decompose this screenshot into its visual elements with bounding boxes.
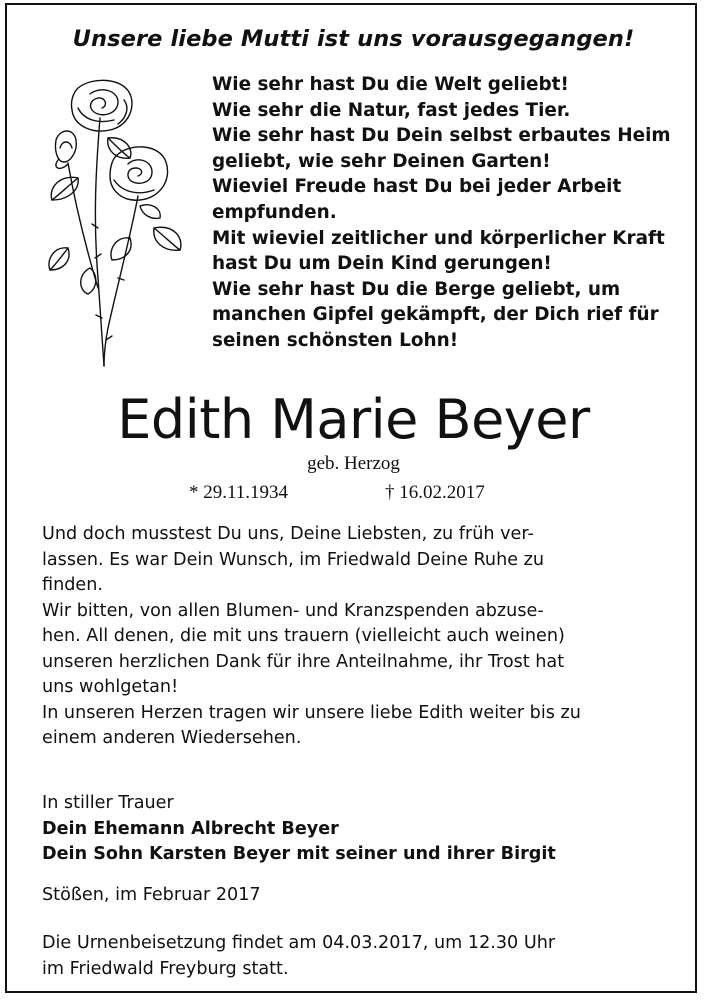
poem-line: Wie sehr hast Du die Welt geliebt! bbox=[212, 74, 569, 95]
burial-line: Die Urnenbeisetzung findet am 04.03.2017, um 12.30 Uhr bbox=[42, 933, 556, 953]
text-line: einem anderen Wiedersehen. bbox=[42, 728, 302, 748]
text-line: finden. bbox=[42, 575, 103, 595]
mourners bbox=[42, 791, 682, 868]
burial-line: im Friedwald Freyburg statt. bbox=[42, 958, 289, 979]
birth-date: * 29.11.1934 bbox=[189, 482, 289, 503]
roses-illustration bbox=[38, 78, 188, 370]
poem-line: seinen schönsten Lohn! bbox=[212, 329, 459, 351]
text-line: hen. All denen, die mit uns trauern (vielleicht auch weinen) bbox=[42, 626, 565, 646]
poem-line: Mit wieviel zeitlicher und körperlicher Kraft bbox=[212, 227, 665, 249]
poem-line: Wie sehr hast Du Dein selbst erbautes Heim bbox=[212, 125, 671, 147]
death-date: † 16.02.2017 bbox=[385, 482, 485, 503]
poem-line: Wie sehr die Natur, fast jedes Tier. bbox=[212, 99, 571, 121]
poem bbox=[212, 72, 687, 354]
text-line: uns wohlgetan! bbox=[42, 677, 179, 697]
headline: Unsere liebe Mutti ist uns vorausgegangen! bbox=[72, 26, 635, 52]
mourner-husband: Dein Ehemann Albrecht Beyer bbox=[42, 818, 339, 839]
maiden-name: geb. Herzog bbox=[307, 453, 400, 474]
text-line: Wir bitten, von allen Blumen- und Kranzspenden abzuse- bbox=[42, 600, 544, 621]
poem-line: manchen Gipfel gekämpft, der Dich rief für bbox=[212, 304, 659, 326]
burial-info bbox=[42, 931, 682, 982]
poem-line: empfunden. bbox=[212, 201, 337, 223]
poem-line: geliebt, wie sehr Deinen Garten! bbox=[212, 150, 551, 172]
place-date: Stößen, im Februar 2017 bbox=[42, 885, 261, 905]
mourner-son: Dein Sohn Karsten Beyer mit seiner und ihrer Birgit bbox=[42, 844, 556, 864]
notice-text bbox=[42, 522, 682, 752]
poem-line: Wie sehr hast Du die Berge geliebt, um bbox=[212, 278, 621, 300]
mourners-intro: In stiller Trauer bbox=[42, 793, 174, 813]
poem-line: Wieviel Freude hast Du bei jeder Arbeit bbox=[212, 176, 622, 198]
text-line: unseren herzlichen Dank für ihre Anteilnahme, ihr Trost hat bbox=[42, 651, 565, 672]
text-line: In unseren Herzen tragen wir unsere liebe Edith weiter bis zu bbox=[42, 702, 581, 723]
poem-line: hast Du um Dein Kind gerungen! bbox=[212, 253, 552, 275]
text-line: Und doch musstest Du uns, Deine Liebsten, zu früh ver- bbox=[42, 524, 534, 544]
text-line: lassen. Es war Dein Wunsch, im Friedwald Deine Ruhe zu bbox=[42, 549, 545, 570]
deceased-name: Edith Marie Beyer bbox=[117, 388, 590, 451]
